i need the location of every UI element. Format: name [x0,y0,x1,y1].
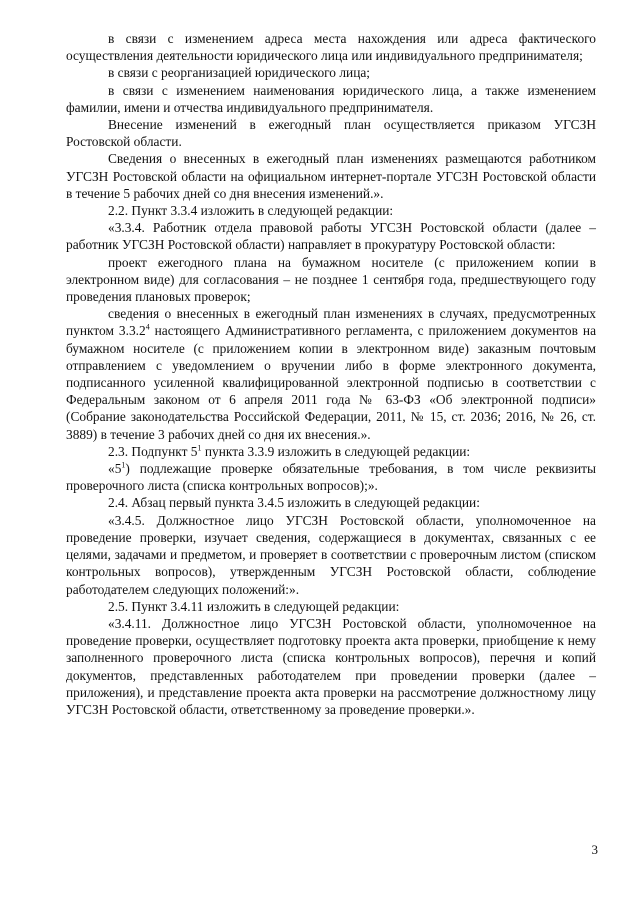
paragraph: в связи с реорганизацией юридического лица; [108,65,371,81]
page-number: 3 [591,842,598,857]
superscript: 1 [121,460,126,470]
paragraph: «3.4.11. Должностное лицо УГСЗН Ростовской области, уполномоченное на проведение проверки, осуществляет подготовку проекта акта проверки, приобщение к нему заполненного проверочного листа (списка контрольных вопросов), перечня и копий документов, представленных работодателем при проведении проверки (далее – приложения), и представление проекта акта проверки на рассмотрение должностному лицу УГСЗН Ростовской области, ответственному за проведение проверки.». [66,615,596,717]
paragraph-text: пункта 3.3.9 изложить в следующей редакции: [201,443,471,459]
paragraph: проект ежегодного плана на бумажном носителе (с приложением копии в электронном виде) для согласования – не позднее 1 сентября года, предшествующего году проведения плановых проверок; [66,254,596,305]
superscript: 4 [145,322,150,332]
document-body [66,30,596,718]
paragraph: Внесение изменений в ежегодный план осуществляется приказом УГСЗН Ростовской области. [66,117,596,150]
paragraph: Сведения о внесенных в ежегодный план изменениях размещаются работником УГСЗН Ростовской области на официальном интернет-портале УГСЗН Ростовской области в течение 5 рабочих дней со дня внесения изменений.». [66,151,596,201]
paragraph-text: «5 [108,461,122,477]
paragraph: в связи с изменением адреса места нахождения или адреса фактического осуществления деятельности юридического лица или индивидуального предпринимателя; [66,31,596,64]
paragraph [66,305,596,443]
superscript: 1 [197,443,202,453]
paragraph-text: 2.3. Подпункт 5 [108,443,198,459]
paragraph: «3.4.5. Должностное лицо УГСЗН Ростовской области, уполномоченное на проведение проверки, изучает сведения, содержащиеся в документах, связанных с ее целями, задачами и предметом, и проверяет в соответствии с проверочным листом (списком контрольных вопросов), утвержденным УГСЗН Ростовской области, соблюдение работодателем следующих положений:». [66,512,596,597]
paragraph: «3.3.4. Работник отдела правовой работы УГСЗН Ростовской области (далее – работник УГСЗН Ростовской области) направляет в прокуратуру Ростовской области: [66,220,596,253]
paragraph [66,460,596,494]
paragraph: 2.2. Пункт 3.3.4 изложить в следующей редакции: [108,203,394,219]
paragraph: 2.4. Абзац первый пункта 3.4.5 изложить в следующей редакции: [108,495,480,511]
paragraph [66,443,596,460]
paragraph: в связи с изменением наименования юридического лица, а также изменением фамилии, имени и отчества индивидуального предпринимателя. [66,82,596,115]
paragraph-text: настоящего Административного регламента, с приложением документов на бумажном носителе (с приложением копии в электронном виде) заказным почтовым отправлением с уведомлением о вручении либо в форме электронного документа, подписанного усиленной квалифицированной электронной подписью в соответствии с Федеральным законом от 6 апреля 2011 года № 63-ФЗ «Об электронной подписи» (Собрание законодательства Российской Федерации, 2011, № 15, ст. 2036; 2016, № 26, ст. 3889) в течение 3 рабочих дней со дня их внесения.». [66,323,597,442]
paragraph-text: ) подлежащие проверке обязательные требования, в том числе реквизиты проверочного листа (списка контрольных вопросов);». [66,461,596,494]
paragraph: 2.5. Пункт 3.4.11 изложить в следующей редакции: [108,598,400,614]
paragraph-text: сведения о внесенных в ежегодный план изменениях в случаях, предусмотренных пунктом 3.3.2 [66,306,596,339]
